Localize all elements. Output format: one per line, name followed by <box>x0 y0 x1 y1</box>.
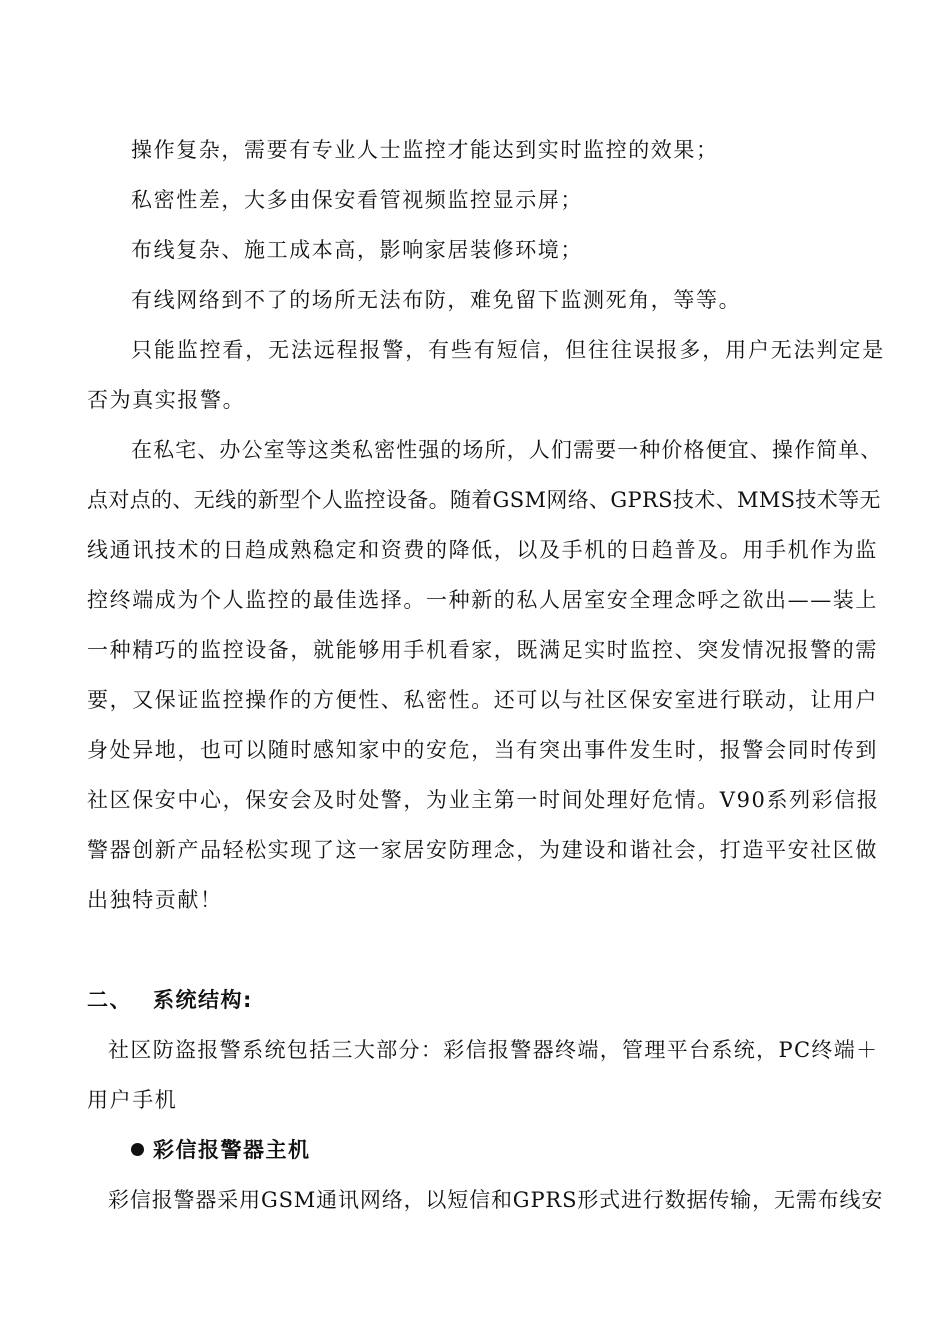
problem-line: 私密性差，大多由保安看管视频监控显示屏； <box>131 188 583 212</box>
paragraph-line: 一种精巧的监控设备，就能够用手机看家，既满足实时监控、突发情况报警的需 <box>87 638 878 662</box>
bullet-icon <box>131 1143 144 1156</box>
problem-line: 操作复杂，需要有专业人士监控才能达到实时监控的效果； <box>131 138 719 162</box>
paragraph-line: 线通讯技术的日趋成熟稳定和资费的降低，以及手机的日趋普及。用手机作为监 <box>87 538 878 562</box>
bullet-item <box>131 1136 311 1164</box>
problem-line: 布线复杂、施工成本高，影响家居装修环境； <box>131 238 583 262</box>
paragraph-line: 只能监控看，无法远程报警，有些有短信，但往往误报多，用户无法判定是 <box>131 338 886 362</box>
problem-line: 有线网络到不了的场所无法布防，难免留下监测死角，等等。 <box>131 288 742 312</box>
bullet-label: 彩信报警器主机 <box>153 1138 311 1162</box>
paragraph-line: 否为真实报警。 <box>87 388 246 412</box>
section-heading <box>87 986 253 1014</box>
section-number: 二、 <box>87 988 132 1012</box>
paragraph-line: 社区保安中心，保安会及时处警，为业主第一时间处理好危情。V90系列彩信报 <box>87 788 880 812</box>
paragraph-line: 身处异地，也可以随时感知家中的安危，当有突出事件发生时，报警会同时传到 <box>87 738 878 762</box>
paragraph-line: 控终端成为个人监控的最佳选择。一种新的私人居室安全理念呼之欲出——装上 <box>87 588 878 612</box>
paragraph-line: 社区防盗报警系统包括三大部分：彩信报警器终端，管理平台系统，PC终端＋ <box>108 1038 879 1062</box>
paragraph-line: 彩信报警器采用GSM通讯网络，以短信和GPRS形式进行数据传输，无需布线安 <box>108 1188 884 1212</box>
paragraph-line: 警器创新产品轻松实现了这一家居安防理念，为建设和谐社会，打造平安社区做 <box>87 838 878 862</box>
paragraph-line: 出独特贡献！ <box>87 888 223 912</box>
paragraph-line: 点对点的、无线的新型个人监控设备。随着GSM网络、GPRS技术、MMS技术等无 <box>87 488 881 512</box>
paragraph-line: 要，又保证监控操作的方便性、私密性。还可以与社区保安室进行联动，让用户 <box>87 688 878 712</box>
paragraph-line: 用户手机 <box>87 1088 178 1112</box>
paragraph-line: 在私宅、办公室等这类私密性强的场所，人们需要一种价格便宜、操作简单、 <box>131 438 883 462</box>
section-title: 系统结构: <box>153 988 253 1012</box>
